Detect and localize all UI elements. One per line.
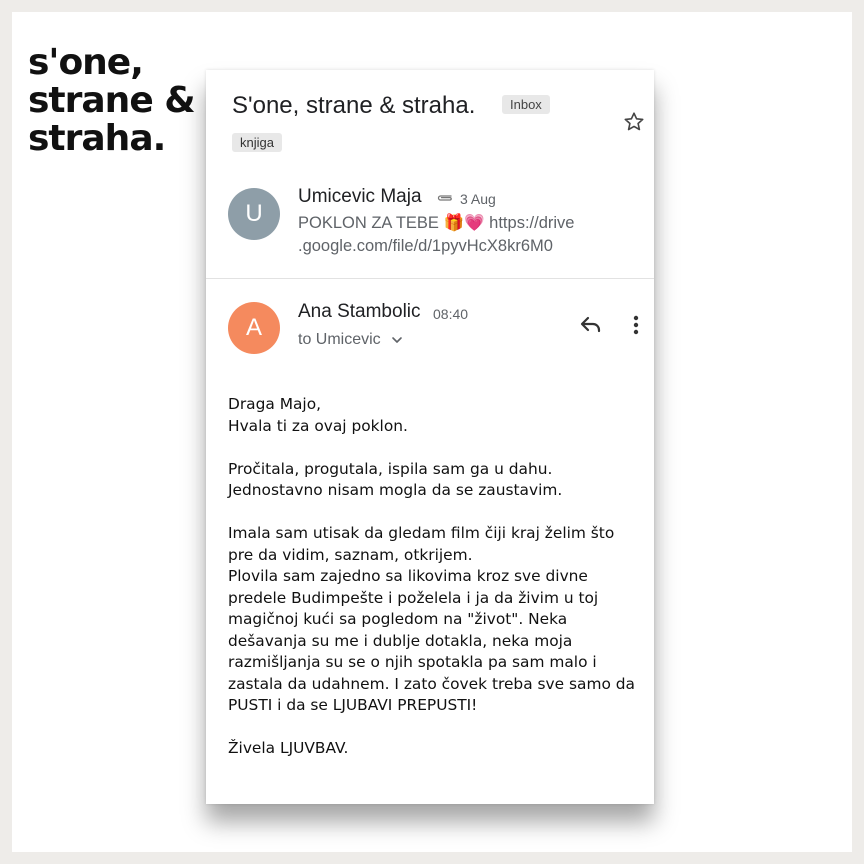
snippet-line: .google.com/file/d/1pyvHcX8kr6M0: [298, 237, 553, 255]
message-time: 08:40: [433, 306, 469, 322]
divider: [206, 278, 654, 279]
recipients-toggle[interactable]: [298, 331, 403, 349]
chevron-down-icon: [391, 336, 403, 344]
brand-line: s'one,: [28, 42, 143, 83]
body-paragraph: Pročitala, progutala, ispila sam ga u dahu. Jednostavno nisam mogla da se zaustavim.: [228, 459, 563, 499]
email-screenshot: [206, 70, 654, 804]
avatar-letter: A: [245, 314, 262, 341]
more-vert-icon[interactable]: [630, 314, 642, 336]
message-date: 3 Aug: [460, 191, 496, 207]
avatar-letter: U: [245, 200, 263, 227]
tag-label[interactable]: knjiga: [232, 133, 282, 152]
paperclip-icon: [436, 193, 454, 203]
sender-name: Umicevic Maja: [298, 186, 422, 207]
recipients-text: to Umicevic: [298, 331, 381, 348]
brand-line: strane &: [28, 80, 195, 121]
message-body: [228, 394, 644, 781]
avatar: [228, 188, 280, 240]
body-paragraph: Draga Majo, Hvala ti za ovaj poklon.: [228, 395, 408, 435]
star-icon[interactable]: [622, 110, 646, 134]
avatar: [228, 302, 280, 354]
snippet-line: POKLON ZA TEBE 🎁💗 https://drive: [298, 214, 575, 232]
reply-icon[interactable]: [578, 312, 604, 338]
email-subject: S'one, strane & straha.: [232, 92, 476, 119]
brand-line: straha.: [28, 118, 166, 159]
inbox-label[interactable]: Inbox: [502, 95, 550, 114]
sender-name: Ana Stambolic: [298, 301, 421, 322]
brand-title: [28, 44, 195, 158]
message-snippet: [298, 212, 598, 258]
body-paragraph: Imala sam utisak da gledam film čiji kraj želim što pre da vidim, saznam, otkrijem. Plovila sam zajedno sa likovima kroz sve divne predele Budimpešte i poželela i ja da živim u toj magičnoj kući sa pogledom na "život". Neka dešavanja su me i dublje dotakla, neka moja razmišljanja su se o njih spotakla pa sam malo i zastala da udahnem. I zato čovek treba sve samo da PUSTI i da se LJUBAVI PREPUSTI!: [228, 524, 635, 714]
body-paragraph: Živela LJUVBAV.: [228, 739, 349, 757]
